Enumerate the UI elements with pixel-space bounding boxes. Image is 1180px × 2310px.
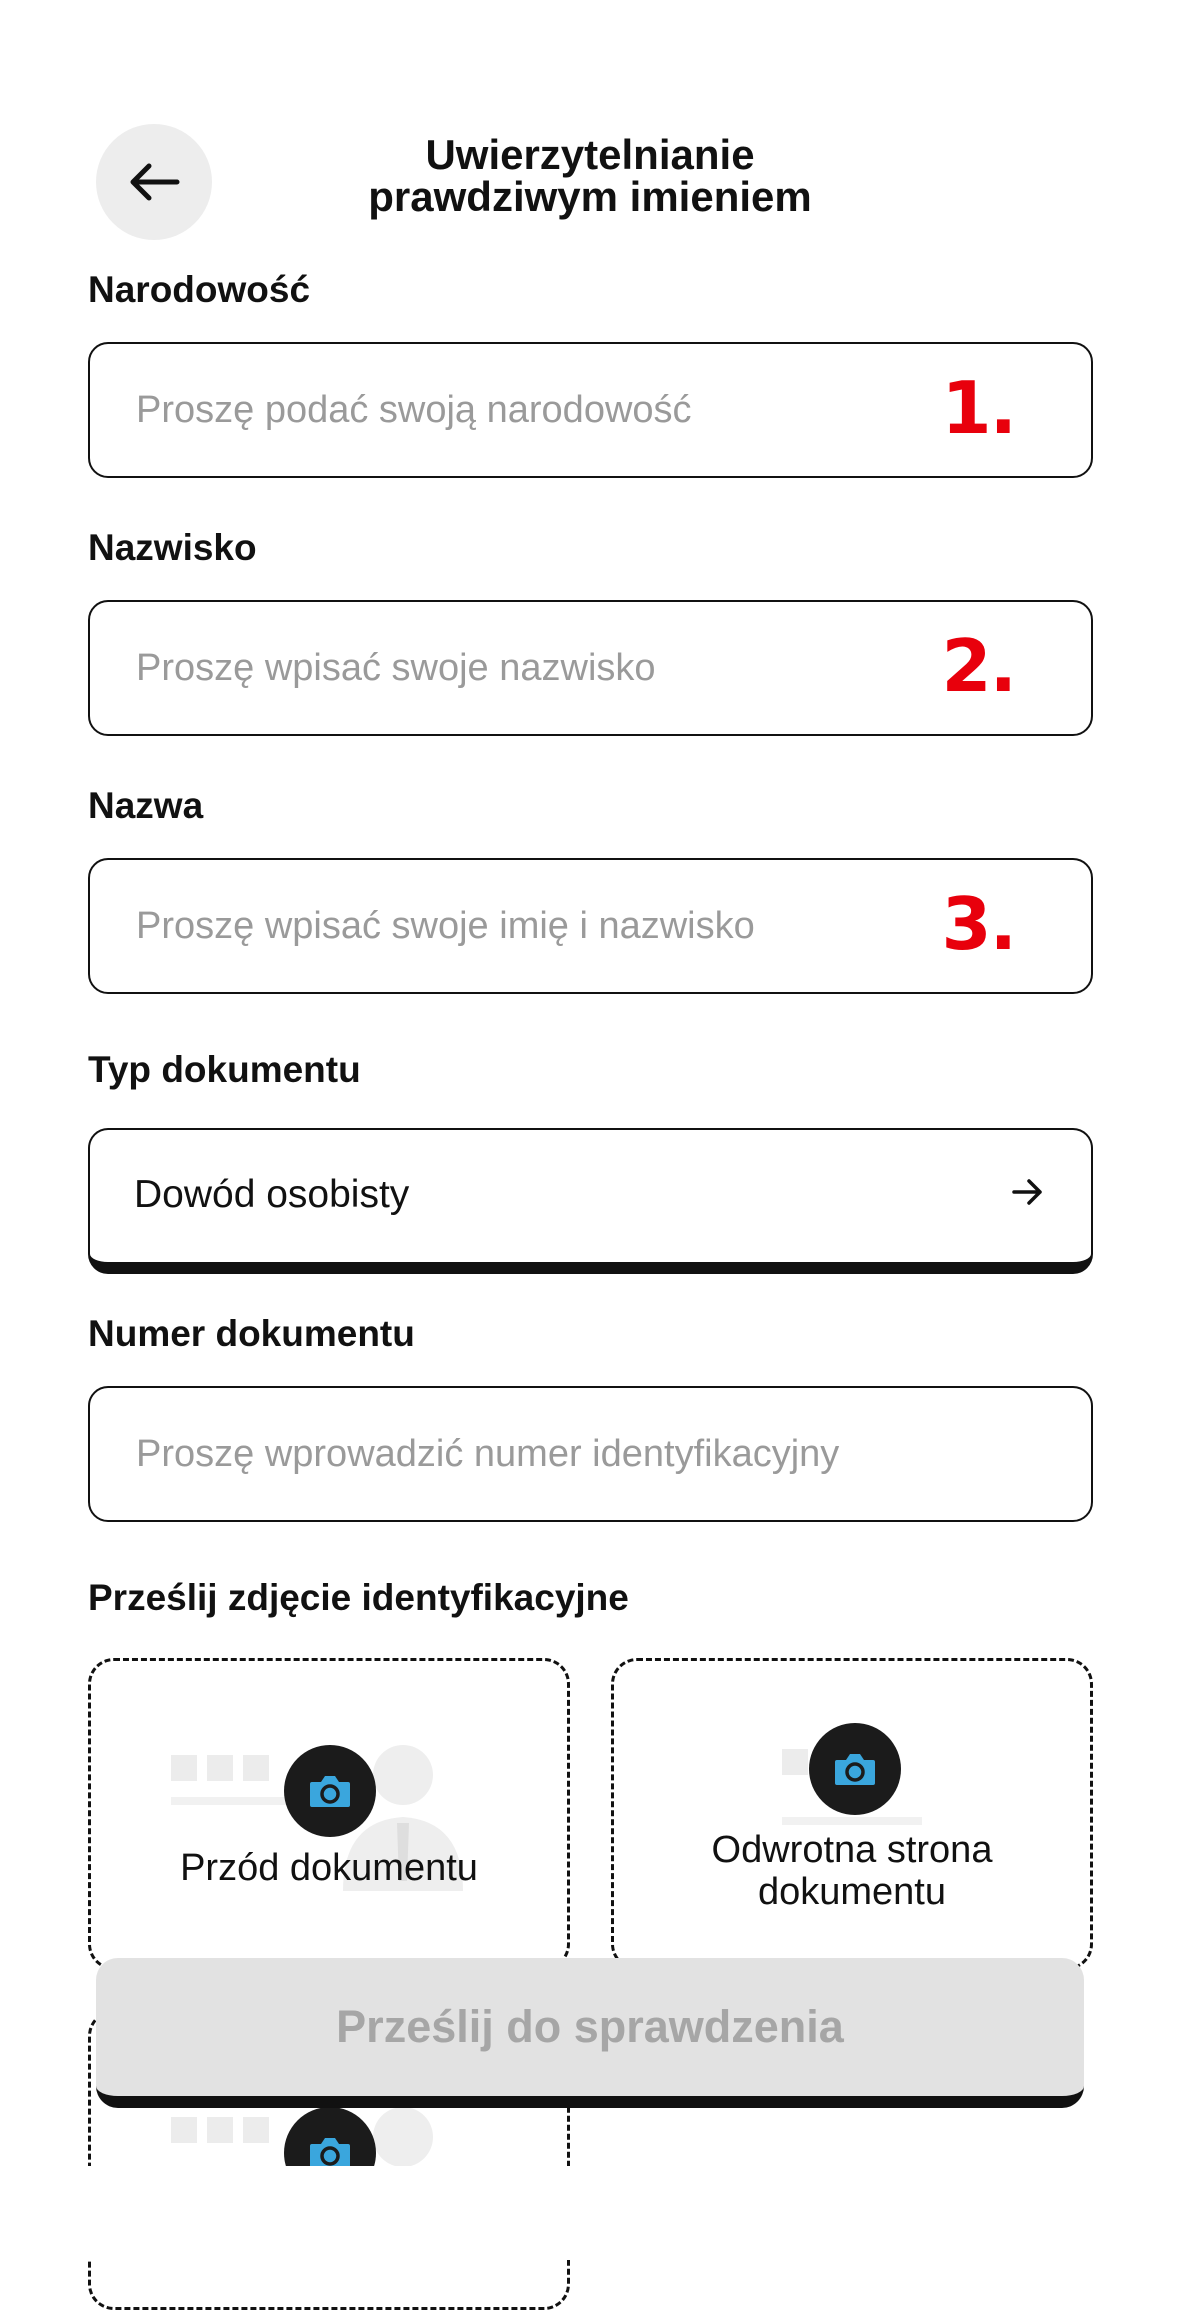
arrow-left-icon — [127, 162, 181, 202]
step-marker-2: 2. — [941, 624, 1015, 708]
name-label: Nazwa — [88, 785, 204, 826]
document-number-field[interactable] — [88, 1386, 1093, 1522]
camera-button-back[interactable] — [809, 1723, 901, 1815]
camera-icon — [833, 1751, 877, 1787]
nationality-label: Narodowość — [88, 269, 311, 310]
arrow-right-icon — [1011, 1177, 1045, 1207]
upload-back-label — [614, 1829, 1090, 1913]
name-field[interactable] — [88, 858, 1093, 994]
page-title — [290, 131, 890, 220]
surname-label: Nazwisko — [88, 527, 257, 568]
page-title-line1: Uwierzytelnianie — [425, 131, 755, 178]
camera-icon — [308, 1773, 352, 1809]
document-number-label: Numer dokumentu — [88, 1313, 415, 1354]
upload-label: Prześlij zdjęcie identyfikacyjne — [88, 1577, 629, 1618]
upload-front-box[interactable] — [88, 1658, 570, 1970]
nationality-field[interactable] — [88, 342, 1093, 478]
step-marker-3: 3. — [941, 882, 1015, 966]
nationality-input[interactable] — [136, 344, 896, 476]
document-number-input[interactable] — [136, 1388, 896, 1520]
document-type-value: Dowód osobisty — [134, 1173, 410, 1216]
document-type-label: Typ dokumentu — [88, 1049, 361, 1090]
name-input[interactable] — [136, 860, 896, 992]
upload-back-label-line2: dokumentu — [757, 1871, 946, 1913]
submit-button[interactable]: Prześlij do sprawdzenia — [96, 1958, 1084, 2108]
document-type-select[interactable] — [88, 1128, 1093, 1274]
upload-back-box[interactable] — [611, 1658, 1093, 1970]
step-marker-1: 1. — [941, 366, 1015, 450]
upload-back-label-line1: Odwrotna strona — [711, 1829, 993, 1871]
back-button[interactable] — [96, 124, 212, 240]
camera-button-front[interactable] — [284, 1745, 376, 1837]
page-title-line2: prawdziwym imieniem — [368, 173, 812, 220]
upload-front-label: Przód dokumentu — [180, 1847, 478, 1889]
surname-input[interactable] — [136, 602, 896, 734]
surname-field[interactable] — [88, 600, 1093, 736]
bottom-safe-area — [0, 2166, 1180, 2260]
